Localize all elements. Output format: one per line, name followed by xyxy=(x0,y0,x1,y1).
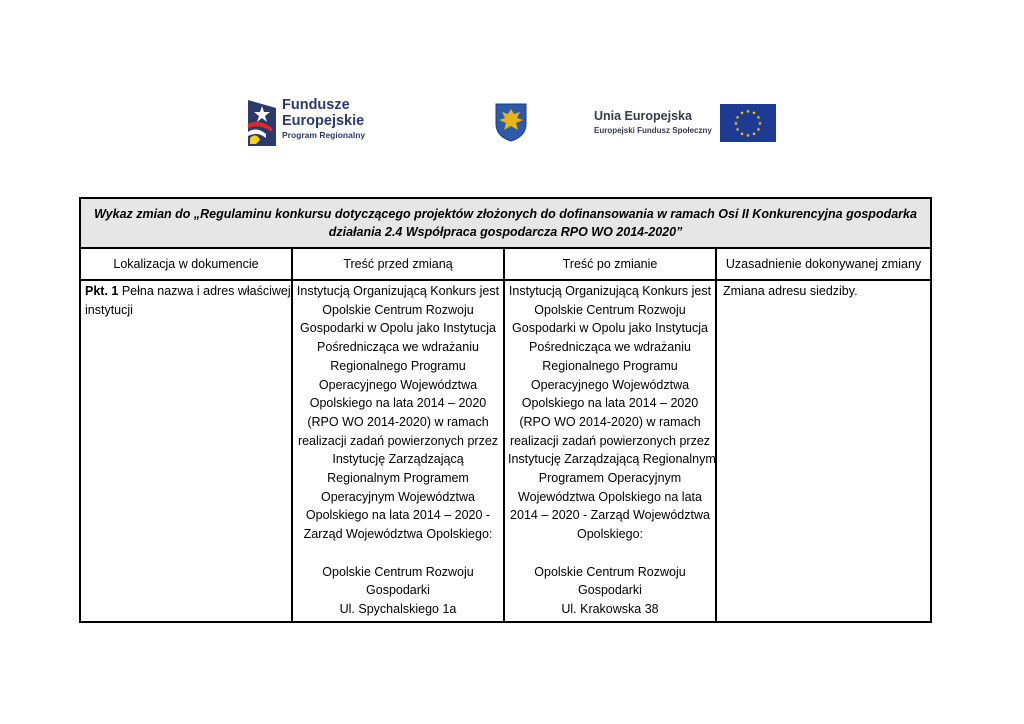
after-line: Opolskie Centrum Rozwoju xyxy=(534,302,686,317)
location-text: Pełna nazwa i adres właściwej xyxy=(118,284,291,298)
svg-text:★: ★ xyxy=(733,121,739,127)
header-logos xyxy=(0,96,1024,152)
column-header-justification: Uzasadnienie dokonywanej zmiany xyxy=(716,248,931,280)
cell-before xyxy=(292,280,504,622)
before-line: Opolskie Centrum Rozwoju xyxy=(322,302,474,317)
fe-star-icon xyxy=(246,98,278,148)
svg-text:★: ★ xyxy=(739,110,745,117)
after-line: Opolskiego: xyxy=(576,527,643,542)
ue-logo-line1: Unia Europejska xyxy=(594,109,692,123)
svg-text:★: ★ xyxy=(757,121,763,127)
document-title: Wykaz zmian do „Regulaminu konkursu dotyczącego projektów złożonych do dofinansowania w ramach Osi II Konkurencyjna gospodarka działania 2.4 Współpraca gospodarcza RPO WO 2014-2020” xyxy=(94,207,917,239)
before-line: Instytucję Zarządzającą xyxy=(332,452,464,467)
after-line: Gospodarki xyxy=(578,583,642,598)
justification-text: Zmiana adresu siedziby. xyxy=(723,284,858,298)
before-line: Gospodarki w Opolu jako Instytucja xyxy=(300,321,496,336)
cell-location xyxy=(80,280,292,622)
svg-text:★: ★ xyxy=(756,115,761,121)
before-line: Pośrednicząca we wdrażaniu xyxy=(317,340,479,355)
before-line: (RPO WO 2014-2020) w ramach xyxy=(307,414,489,429)
after-line: realizacji zadań powierzonych przez xyxy=(509,433,711,448)
spacer xyxy=(296,544,500,563)
before-line: Regionalnego Programu xyxy=(330,358,466,373)
fe-logo-line2: Europejskie xyxy=(282,112,365,129)
after-line: 2014 – 2020 - Zarząd Województwa xyxy=(510,508,710,523)
svg-text:★: ★ xyxy=(735,115,740,121)
column-header-location: Lokalizacja w dokumencie xyxy=(80,248,292,280)
fundusze-europejskie-logo xyxy=(246,96,376,148)
after-line: Operacyjnego Województwa xyxy=(530,377,690,392)
fe-logo-line3: Program Regionalny xyxy=(282,130,366,140)
fe-logo-line1: Fundusze xyxy=(282,97,350,113)
svg-text:★: ★ xyxy=(756,127,761,133)
after-line: Pośrednicząca we wdrażaniu xyxy=(529,340,691,355)
after-line: (RPO WO 2014-2020) w ramach xyxy=(519,414,701,429)
before-line: Gospodarki xyxy=(366,583,430,598)
before-line: Operacyjnego Województwa xyxy=(318,377,478,392)
column-header-before: Treść przed zmianą xyxy=(292,248,504,280)
table-row xyxy=(80,280,931,622)
after-line: Opolskie Centrum Rozwoju xyxy=(534,564,686,579)
before-line: Ul. Spychalskiego 1a xyxy=(339,601,457,616)
cell-justification xyxy=(716,280,931,622)
location-text-line2: instytucji xyxy=(85,302,133,317)
after-line: Instytucją Organizującą Konkurs jest xyxy=(508,284,712,298)
table-title-cell xyxy=(80,198,931,248)
svg-text:★: ★ xyxy=(745,133,751,139)
before-line: Regionalnym Programem xyxy=(327,471,469,486)
ue-logo-line2: Europejski Fundusz Społeczny xyxy=(594,126,712,135)
before-line: Zarząd Województwa Opolskiego: xyxy=(303,527,493,542)
svg-text:★: ★ xyxy=(751,110,757,117)
after-line: Województwa Opolskiego na lata xyxy=(518,489,702,504)
after-line: Opolskiego na lata 2014 – 2020 xyxy=(521,396,699,411)
before-line: Opolskie Centrum Rozwoju xyxy=(322,564,474,579)
cell-after xyxy=(504,280,716,622)
svg-text:★: ★ xyxy=(751,131,757,138)
after-line: Programem Operacyjnym xyxy=(538,471,682,486)
before-line: Instytucją Organizującą Konkurs jest xyxy=(296,284,500,298)
svg-text:★: ★ xyxy=(735,127,740,133)
eu-flag-icon xyxy=(720,104,776,142)
opole-crest-icon xyxy=(494,102,528,142)
after-line: Gospodarki w Opolu jako Instytucja xyxy=(512,321,708,336)
after-line: Regionalnego Programu xyxy=(542,358,678,373)
spacer xyxy=(508,544,712,563)
after-line: Instytucję Zarządzającą Regionalnym xyxy=(508,452,716,467)
before-line: Opolskiego na lata 2014 – 2020 xyxy=(309,396,487,411)
location-point: Pkt. 1 xyxy=(85,284,119,298)
before-line: Opolskiego na lata 2014 – 2020 - xyxy=(305,508,491,523)
column-header-after: Treść po zmianie xyxy=(504,248,716,280)
unia-europejska-logo xyxy=(592,104,778,144)
svg-text:★: ★ xyxy=(745,109,751,115)
before-line: Operacyjnym Województwa xyxy=(321,489,475,504)
svg-text:★: ★ xyxy=(739,131,745,138)
before-line: realizacji zadań powierzonych przez xyxy=(297,433,499,448)
after-line: Ul. Krakowska 38 xyxy=(561,601,659,616)
changes-table xyxy=(79,197,932,623)
